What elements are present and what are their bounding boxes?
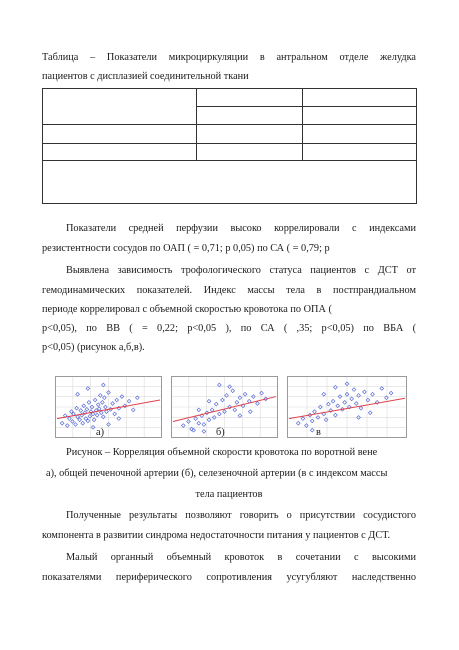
table-caption-line-1: Таблица – Показатели микроциркуляции в антральном отделе желудка xyxy=(42,52,416,63)
table-cell xyxy=(197,125,303,144)
data-table xyxy=(42,88,417,204)
paragraph-2-line-5: р<0,05) (рисунок а,б,в). xyxy=(42,342,145,353)
paragraph-2-line-2: гемодинамических показателей. Индекс массы тела в постпрандиальном xyxy=(42,285,416,296)
paragraph-3-line-2: компонента в развитии синдрома недостаточности питания у пациентов с ДСТ. xyxy=(42,530,391,541)
figure-caption-line-1: Рисунок – Корреляция объемной скорости кровотока по воротной вене xyxy=(66,447,378,458)
table-row xyxy=(43,144,417,161)
paragraph-4-line-1: Малый органный объемный кровоток в сочетании с высокими xyxy=(66,552,416,563)
scatter-chart-a xyxy=(55,376,162,438)
table-row xyxy=(43,89,417,107)
table-cell xyxy=(197,89,303,107)
scatter-chart-c-plot xyxy=(287,376,407,438)
scatter-chart-c xyxy=(287,376,407,438)
paragraph-1-line-2: резистентности сосудов по ОАП ( = 0,71; р 0,05) по СА ( = 0,79; р xyxy=(42,243,330,254)
table-cell xyxy=(43,161,417,204)
figure-label-c: в xyxy=(316,427,321,438)
table-row xyxy=(43,161,417,204)
paragraph-4-line-2: показателями периферического сопротивления усугубляют наследственно xyxy=(42,572,416,583)
table-cell xyxy=(197,144,303,161)
table-cell xyxy=(303,144,417,161)
paragraph-2-line-4: р<0,05), по ВВ ( = 0,22; р<0,05 ), по СА ( ,35; р<0,05) по ВБА ( xyxy=(42,323,416,334)
figure-label-b: б) xyxy=(216,427,225,438)
table-cell xyxy=(303,89,417,107)
figure-caption-line-2: а), общей печеночной артерии (б), селезеночной артерии (в с индексом массы xyxy=(46,468,388,479)
paragraph-1-line-1: Показатели средней перфузии высоко коррелировали с индексами xyxy=(66,223,416,234)
table-cell xyxy=(43,125,197,144)
paragraph-3-line-1: Полученные результаты позволяют говорить о присутствии сосудистого xyxy=(66,510,416,521)
figure-caption-line-3: тела пациентов xyxy=(195,489,263,500)
table-cell xyxy=(303,107,417,125)
table-cell xyxy=(43,144,197,161)
scatter-chart-a-plot xyxy=(55,376,162,438)
figure-label-a: а) xyxy=(96,427,104,438)
table-caption-line-2: пациентов с дисплазией соединительной ткани xyxy=(42,71,249,82)
table-cell xyxy=(197,107,303,125)
paragraph-2-line-3: периоде коррелировал с объемной скоростью кровотока по ОПА ( xyxy=(42,304,332,315)
table-row xyxy=(43,125,417,144)
table-cell xyxy=(303,125,417,144)
paragraph-2-line-1: Выявлена зависимость трофологического статуса пациентов с ДСТ от xyxy=(66,265,416,276)
table-cell xyxy=(43,89,197,125)
